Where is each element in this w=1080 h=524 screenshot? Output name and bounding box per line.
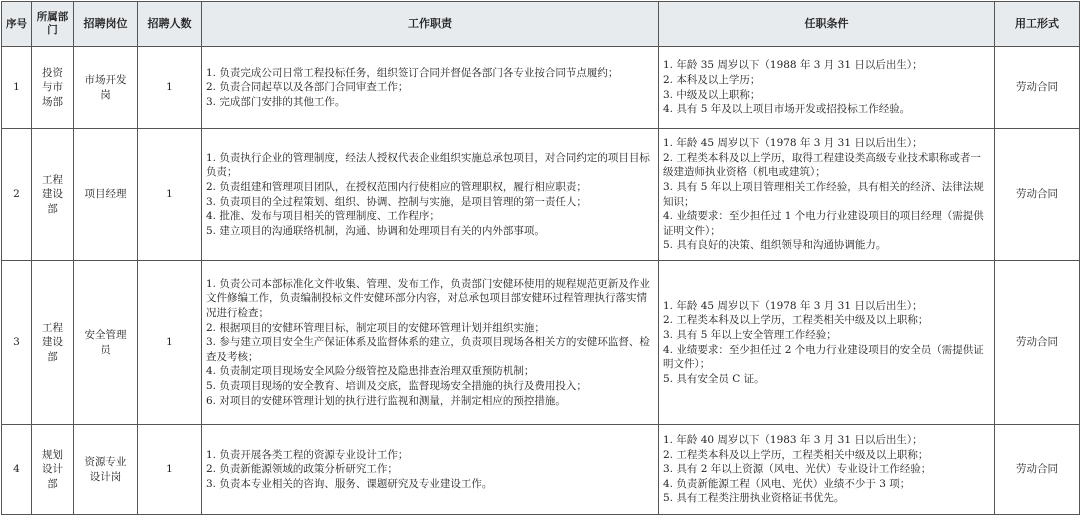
recruitment-table (1, 1, 1080, 515)
requirements-cell-line: 2. 工程类本科及以上学历，工程类相关中级及以上职称； (663, 448, 929, 461)
table-row (2, 425, 1080, 515)
duties-cell-line: 1. 负责开展各类工程的资源专业设计工作； (206, 448, 409, 461)
duties-cell-line: 2. 负责合同起草以及各部门合同审查工作； (206, 81, 409, 94)
row-dept: 投资与市场部 (32, 47, 74, 129)
requirements-cell-line: 3. 中级及以上职称； (663, 88, 761, 101)
requirements-cell-line: 4. 负责新能源工程（风电、光伏）业绩不少于 3 项； (663, 477, 911, 490)
row-dept: 工程建设部 (32, 261, 74, 425)
row-employment: 劳动合同 (995, 47, 1080, 129)
duties-cell-line: 1. 负责执行企业的管理制度，经法人授权代表企业组织实施总承包项目，对合同约定的项目目标负责； (206, 151, 650, 179)
requirements-cell-line: 4. 业绩要求：至少担任过 2 个电力行业建设项目的安全员（需提供证明文件）； (663, 343, 984, 371)
row-count: 1 (138, 129, 202, 261)
row-no: 3 (2, 261, 32, 425)
row-position: 市场开发岗 (74, 47, 138, 129)
table-row (2, 47, 1080, 129)
row-dept: 规划设计部 (32, 425, 74, 515)
duties-cell-line: 1. 负责完成公司日常工程投标任务，组织签订合同并督促各部门各专业按合同节点履约； (206, 66, 619, 79)
duties-cell-line: 5. 负责项目现场的安全教育、培训及交底，监督现场安全措施的执行及费用投入； (206, 379, 587, 392)
requirements-cell-line: 1. 年龄 45 周岁以下（1978 年 3 月 31 日以后出生）； (663, 299, 923, 312)
requirements-cell-line: 3. 具有 2 年以上资源（风电、光伏）专业设计工作经验； (663, 463, 932, 476)
duties-cell-line: 6. 对项目的安健环管理计划的执行进行监视和测量，并制定相应的预控措施。 (206, 394, 566, 407)
requirements-cell-line: 3. 具有 5 年以上项目管理相关工作经验，具有相关的经济、法律法规知识； (663, 180, 984, 208)
row-position: 资源专业设计岗 (74, 425, 138, 515)
header-employment: 用工形式 (995, 2, 1080, 47)
duties-cell-line: 4. 批准、发布与项目相关的管理制度、工作程序； (206, 210, 440, 223)
requirements-cell-line: 1. 年龄 40 周岁以下（1983 年 3 月 31 日以后出生）； (663, 434, 923, 447)
duties-cell-line: 2. 负责新能源领域的政策分析研究工作； (206, 463, 398, 476)
requirements-cell-line: 1. 年龄 35 周岁以下（1988 年 3 月 31 日以后出生）； (663, 59, 923, 72)
header-dept: 所属部门 (32, 2, 74, 47)
row-count: 1 (138, 425, 202, 515)
duties-cell (202, 261, 659, 425)
duties-cell-line: 4. 负责制定项目现场安全风险分级管控及隐患排查治理双重预防机制； (206, 365, 535, 378)
header-position: 招聘岗位 (74, 2, 138, 47)
requirements-cell (659, 129, 995, 261)
row-no: 2 (2, 129, 32, 261)
duties-cell-line: 3. 参与建立项目安全生产保证体系及监督体系的建立，负责项目现场各相关方的安健环监督、检查及考核； (206, 336, 650, 363)
requirements-cell-line: 1. 年龄 45 周岁以下（1978 年 3 月 31 日以后出生）； (663, 137, 923, 150)
table-row (2, 261, 1080, 425)
duties-cell-line: 3. 负责项目的全过程策划、组织、协调、控制与实施，是项目管理的第一责任人； (206, 195, 587, 208)
duties-cell-line: 5. 建立项目的沟通联络机制，沟通、协调和处理项目有关的内外部事项。 (206, 224, 545, 237)
header-count: 招聘人数 (138, 2, 202, 47)
header-duties: 工作职责 (202, 2, 659, 47)
duties-cell-line: 1. 负责公司本部标准化文件收集、管理、发布工作，负责部门安健环使用的规程规范更新及作业文件修编工作，负责编制投标文件安健环部分内容，对总承包项目部安健环过程管理执行落实情况进行检查； (206, 277, 650, 320)
requirements-cell (659, 425, 995, 515)
requirements-cell-line: 3. 具有 5 年以上安全管理工作经验； (663, 328, 837, 341)
duties-cell-line: 3. 负责本专业相关的咨询、服务、课题研究及专业建设工作。 (206, 477, 493, 490)
duties-cell (202, 425, 659, 515)
duties-cell-line: 3. 完成部门安排的其他工作。 (206, 95, 346, 108)
duties-cell-line: 2. 负责组建和管理项目团队，在授权范围内行使相应的管理职权，履行相应职责； (206, 180, 587, 193)
row-count: 1 (138, 47, 202, 129)
row-employment: 劳动合同 (995, 425, 1080, 515)
row-no: 4 (2, 425, 32, 515)
requirements-cell-line: 4. 具有 5 年及以上项目市场开发或招投标工作经验。 (663, 103, 911, 116)
requirements-cell-line: 5. 具有安全员 C 证。 (663, 372, 765, 385)
header-row (2, 2, 1080, 47)
requirements-cell-line: 2. 本科及以上学历； (663, 73, 761, 86)
row-no: 1 (2, 47, 32, 129)
requirements-cell (659, 261, 995, 425)
requirements-cell-line: 5. 具有工程类注册执业资格证书优先。 (663, 492, 845, 505)
row-employment: 劳动合同 (995, 261, 1080, 425)
duties-cell-line: 2. 根据项目的安健环管理目标，制定项目的安健环管理计划并组织实施； (206, 321, 545, 334)
requirements-cell (659, 47, 995, 129)
row-count: 1 (138, 261, 202, 425)
header-no: 序号 (2, 2, 32, 47)
requirements-cell-line: 4. 业绩要求：至少担任过 1 个电力行业建设项目的项目经理（需提供证明文件）； (663, 210, 984, 237)
table-row (2, 129, 1080, 261)
requirements-cell-line: 2. 工程类本科及以上学历，工程类相关中级及以上职称； (663, 314, 929, 327)
row-dept: 工程建设部 (32, 129, 74, 261)
row-employment: 劳动合同 (995, 129, 1080, 261)
row-position: 项目经理 (74, 129, 138, 261)
requirements-cell-line: 2. 工程类本科及以上学历，取得工程建设类高级专业技术职称或者一级建造师执业资格（机电或建筑）； (663, 151, 981, 179)
requirements-cell-line: 5. 具有良好的决策、组织领导和沟通协调能力。 (663, 239, 887, 252)
header-requirements: 任职条件 (659, 2, 995, 47)
duties-cell (202, 129, 659, 261)
duties-cell (202, 47, 659, 129)
row-position: 安全管理员 (74, 261, 138, 425)
